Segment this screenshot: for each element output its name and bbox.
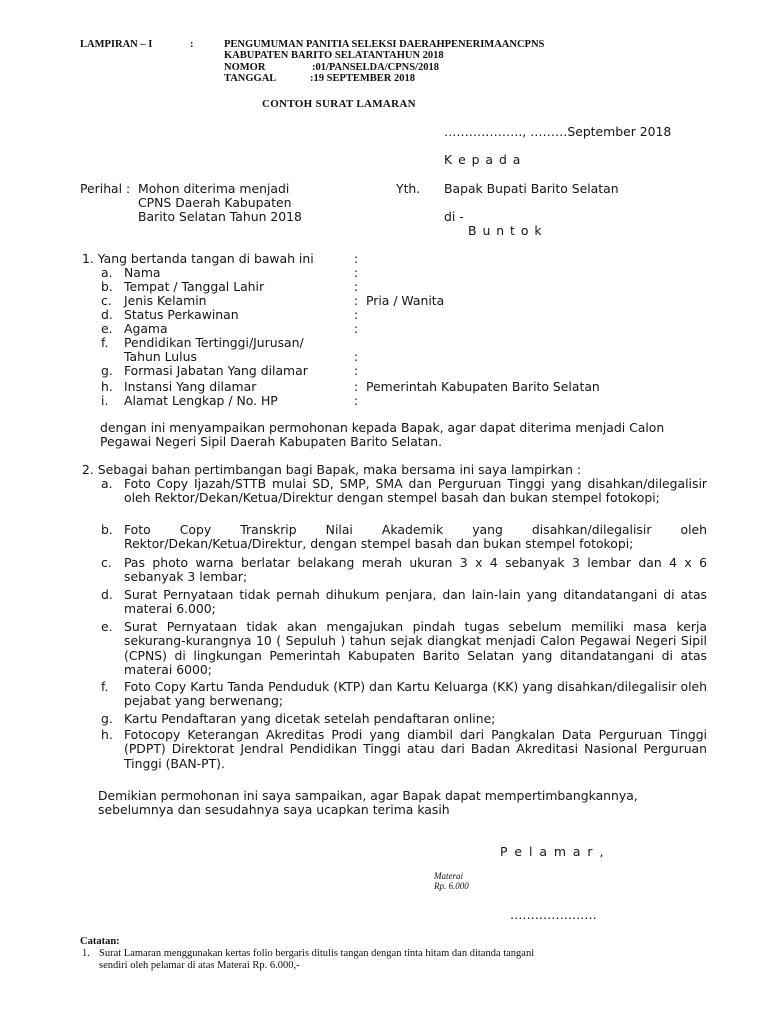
- field-label-marital: Status Perkawinan: [124, 307, 239, 322]
- field-value-gender: Pria / Wanita: [366, 293, 445, 308]
- perihal-line-1: Mohon diterima menjadi: [138, 181, 290, 196]
- field-value-agency: Pemerintah Kabupaten Barito Selatan: [366, 379, 600, 394]
- addressee-di: di -: [444, 209, 464, 224]
- field-colon: :: [354, 279, 359, 294]
- field-letter: f.: [101, 335, 109, 350]
- field-letter: d.: [101, 307, 113, 322]
- addressee-name: Bapak Bupati Barito Selatan: [444, 181, 619, 196]
- field-letter: e.: [101, 321, 113, 336]
- perihal-label: Perihal :: [80, 181, 131, 196]
- item-letter: b.: [101, 522, 113, 537]
- section1-closing-2: Pegawai Negeri Sipil Daerah Kabupaten Barito Selatan.: [100, 434, 443, 449]
- field-label-position: Formasi Jabatan Yang dilamar: [124, 363, 308, 378]
- catatan-number: 1.: [82, 948, 90, 959]
- item-text-b: Foto Copy Transkrip Nilai Akademik yang disahkan/dilegalisir oleh Rektor/Dekan/Ketua/Direktur, dengan stempel basah dan bukan stempel fotokopi;: [124, 522, 707, 552]
- closing-line-2: sebelumnya dan sesudahnya saya ucapkan terima kasih: [98, 802, 450, 817]
- field-colon: :: [354, 293, 359, 308]
- field-colon: :: [354, 363, 359, 378]
- field-label-education-2: Tahun Lulus: [124, 349, 197, 364]
- field-colon: :: [354, 265, 359, 280]
- field-label-agency: Instansi Yang dilamar: [124, 379, 257, 394]
- yth-label: Yth.: [396, 181, 421, 196]
- item-letter: a.: [101, 476, 113, 491]
- field-label-education: Pendidikan Tertinggi/Jurusan/: [124, 335, 304, 350]
- perihal-line-2: CPNS Daerah Kabupaten: [138, 195, 292, 210]
- lampiran-colon: :: [190, 39, 194, 50]
- field-label-nama: Nama: [124, 265, 161, 280]
- materai-amount: Rp. 6.000: [434, 881, 469, 891]
- field-colon: :: [354, 393, 359, 408]
- item-letter: c.: [101, 555, 112, 570]
- field-colon: :: [354, 321, 359, 336]
- field-letter: g.: [101, 363, 113, 378]
- header-line-1: PENGUMUMAN PANITIA SELEKSI DAERAHPENERIMAANCPNS: [224, 39, 545, 50]
- item-text-g: Kartu Pendaftaran yang dicetak setelah pendaftaran online;: [124, 711, 496, 726]
- document-title: CONTOH SURAT LAMARAN: [262, 98, 416, 110]
- signature-dots: …………………: [510, 907, 597, 922]
- closing-line-1: Demikian permohonan ini saya sampaikan, agar Bapak dapat mempertimbangkannya,: [98, 788, 638, 803]
- catatan-label: Catatan:: [80, 936, 120, 947]
- header-line-2: KABUPATEN BARITO SELATANTAHUN 2018: [224, 50, 444, 61]
- item-text-h: Fotocopy Keterangan Akreditas Prodi yang diambil dari Pangkalan Data Perguruan Tinggi (PDPT) Direktorat Jendral Pendidikan Tinggi atau dari Badan Akreditasi Nasional Perguruan Tinggi (BAN-PT).: [124, 727, 707, 771]
- field-letter: c.: [101, 293, 112, 308]
- field-letter: a.: [101, 265, 113, 280]
- addressee-city: B u n t o k: [468, 223, 543, 238]
- item-text-d: Surat Pernyataan tidak pernah dihukum penjara, dan lain-lain yang ditandatangani di atas materai 6.000;: [124, 587, 707, 617]
- field-letter: h.: [101, 379, 113, 394]
- field-letter: i.: [101, 393, 109, 408]
- section2-intro: 2. Sebagai bahan pertimbangan bagi Bapak, maka bersama ini saya lampirkan :: [82, 462, 582, 477]
- item-text-f: Foto Copy Kartu Tanda Penduduk (KTP) dan Kartu Keluarga (KK) yang disahkan/dilegalisir oleh pejabat yang berwenang;: [124, 679, 707, 709]
- tanggal-value: :19 SEPTEMBER 2018: [310, 73, 416, 84]
- section1-intro-colon: :: [354, 251, 359, 266]
- field-letter: b.: [101, 279, 113, 294]
- item-letter: d.: [101, 587, 113, 602]
- nomor-value: :01/PANSELDA/CPNS/2018: [312, 62, 439, 73]
- field-colon: :: [354, 349, 359, 364]
- field-colon: :: [354, 379, 359, 394]
- catatan-line-1: Surat Lamaran menggunakan kertas folio bergaris ditulis tangan dengan tinta hitam dan ditanda tangani: [99, 948, 535, 959]
- section1-closing-1: dengan ini menyampaikan permohonan kepada Bapak, agar dapat diterima menjadi Calon: [100, 420, 665, 435]
- field-label-gender: Jenis Kelamin: [124, 293, 207, 308]
- perihal-line-3: Barito Selatan Tahun 2018: [138, 209, 302, 224]
- nomor-label: NOMOR: [224, 62, 266, 73]
- section1-intro: 1. Yang bertanda tangan di bawah ini: [82, 251, 314, 266]
- lampiran-label: LAMPIRAN – I: [80, 39, 153, 50]
- catatan-line-2: sendiri oleh pelamar di atas Materai Rp. 6.000,-: [99, 960, 300, 971]
- pelamar-label: P e l a m a r ,: [500, 844, 605, 859]
- kepada-line: K e p a d a: [444, 152, 522, 167]
- item-text-c: Pas photo warna berlatar belakang merah ukuran 3 x 4 sebanyak 3 lembar dan 4 x 6 sebanyak 3 lembar;: [124, 555, 707, 585]
- item-letter: e.: [101, 619, 113, 634]
- item-text-e: Surat Pernyataan tidak akan mengajukan pindah tugas sebelum memiliki masa kerja sekurang-kurangnya 10 ( Sepuluh ) tahun sejak diangkat menjadi Calon Pegawai Negeri Sipil (CPNS) di lingkungan Pemerintah Kabupaten Barito Selatan yang ditandatangani di atas materai 6000;: [124, 619, 707, 678]
- materai-label: Materai: [434, 871, 463, 881]
- item-text-a: Foto Copy Ijazah/STTB mulai SD, SMP, SMA dan Perguruan Tinggi yang disahkan/dilegalisir oleh Rektor/Dekan/Ketua/Direktur dengan stempel basah dan bukan stempel fotokopi;: [124, 476, 707, 506]
- item-letter: g.: [101, 711, 113, 726]
- field-label-ttl: Tempat / Tanggal Lahir: [124, 279, 265, 294]
- tanggal-label: TANGGAL: [224, 73, 277, 84]
- field-label-address: Alamat Lengkap / No. HP: [124, 393, 278, 408]
- item-letter: h.: [101, 727, 113, 742]
- date-line: ………………., ………September 2018: [444, 124, 672, 139]
- field-label-religion: Agama: [124, 321, 168, 336]
- item-letter: f.: [101, 679, 109, 694]
- field-colon: :: [354, 307, 359, 322]
